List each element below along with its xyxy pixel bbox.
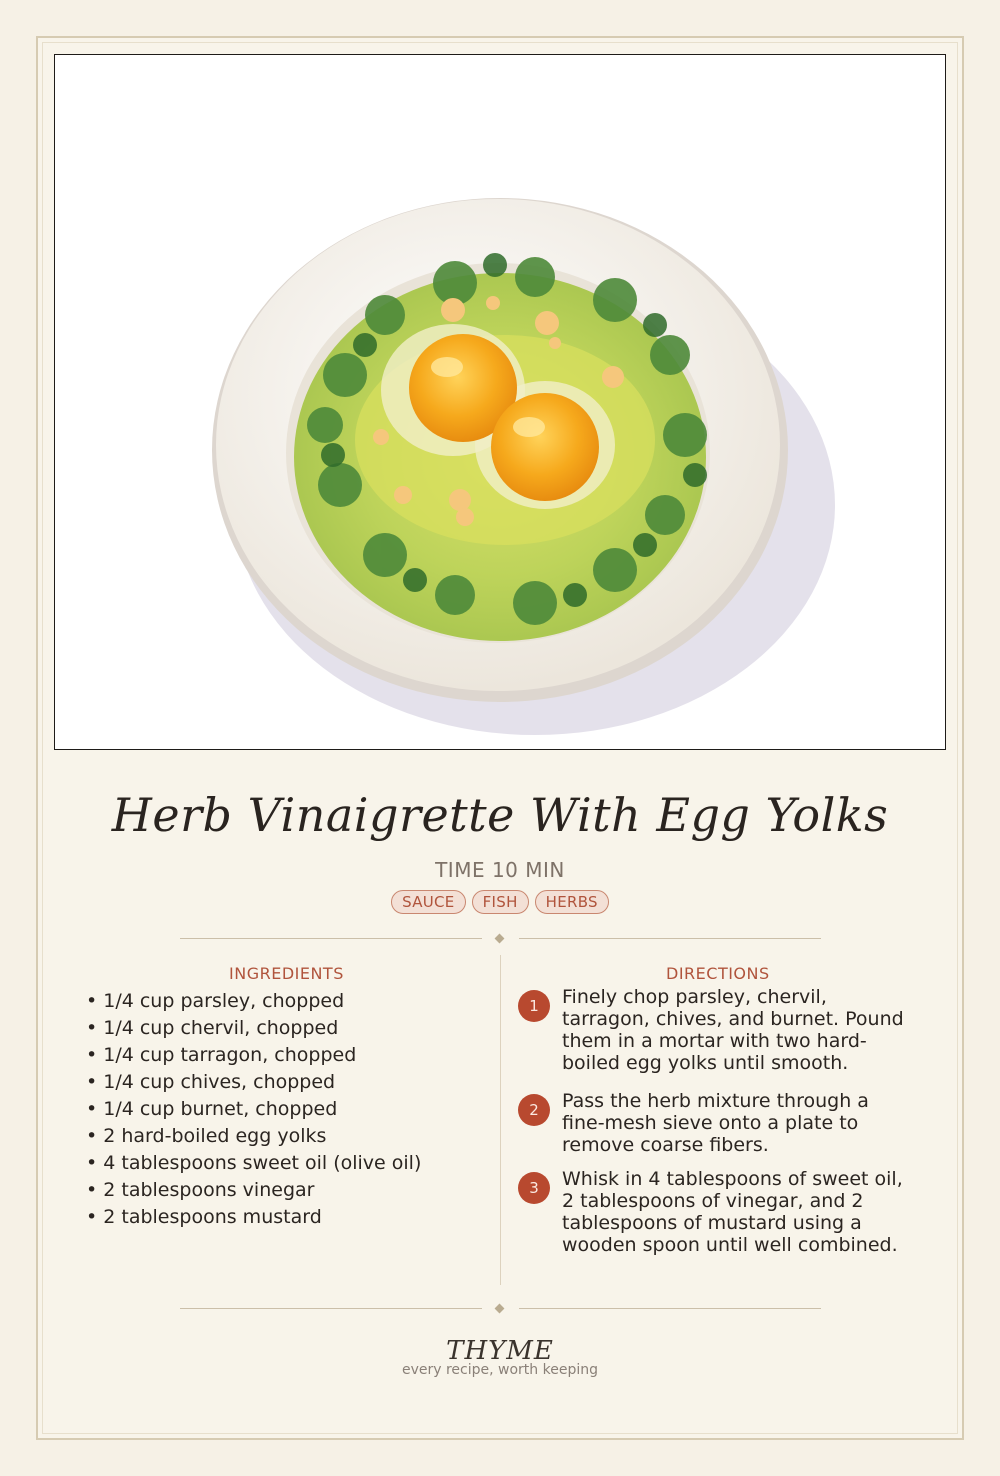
- recipe-title: Herb Vinaigrette With Egg Yolks: [111, 788, 889, 842]
- step-text: Pass the herb mixture through a fine-mesh sieve onto a plate to remove coarse fibers.: [562, 1090, 869, 1156]
- diamond-ornament-icon: [495, 934, 505, 944]
- ingredient-item: • 1/4 cup tarragon, chopped: [86, 1044, 357, 1066]
- tag-fish[interactable]: FISH: [472, 890, 529, 914]
- ingredient-item: • 4 tablespoons sweet oil (olive oil): [86, 1152, 422, 1174]
- step-number-badge: 1: [518, 990, 550, 1022]
- ingredient-item: • 2 tablespoons vinegar: [86, 1179, 315, 1201]
- recipe-illustration: [54, 54, 946, 750]
- diamond-ornament-icon: [495, 1304, 505, 1314]
- step-number-badge: 2: [518, 1094, 550, 1126]
- ingredients-heading: INGREDIENTS: [229, 964, 344, 983]
- ingredient-item: • 2 tablespoons mustard: [86, 1206, 322, 1228]
- bowl-illustration: [55, 55, 945, 749]
- ingredient-item: • 1/4 cup burnet, chopped: [86, 1098, 338, 1120]
- brand-tagline: every recipe, worth keeping: [401, 1362, 598, 1378]
- step-text: Finely chop parsley, chervil, tarragon, chives, and burnet. Pound them in a mortar with two hard-boiled egg yolks until smooth.: [562, 986, 904, 1074]
- ingredients-list: [86, 988, 421, 1231]
- column-divider: [500, 955, 501, 1285]
- bottom-divider: [180, 1302, 821, 1316]
- tag-list: [0, 890, 1000, 914]
- ingredient-item: • 2 hard-boiled egg yolks: [86, 1125, 327, 1147]
- tag-herbs[interactable]: HERBS: [535, 890, 609, 914]
- ingredient-item: • 1/4 cup chives, chopped: [86, 1071, 336, 1093]
- step-text: Whisk in 4 tablespoons of sweet oil, 2 tablespoons of vinegar, and 2 tablespoons of mustard using a wooden spoon until well combined.: [562, 1168, 903, 1256]
- ingredient-item: • 1/4 cup parsley, chopped: [86, 990, 345, 1012]
- ingredient-item: • 1/4 cup chervil, chopped: [86, 1017, 339, 1039]
- top-divider: [180, 932, 821, 946]
- tag-sauce[interactable]: SAUCE: [391, 890, 466, 914]
- step-number-badge: 3: [518, 1172, 550, 1204]
- prep-time: TIME 10 MIN: [435, 858, 565, 882]
- brand-name: THYME: [446, 1336, 554, 1366]
- directions-heading: DIRECTIONS: [666, 964, 770, 983]
